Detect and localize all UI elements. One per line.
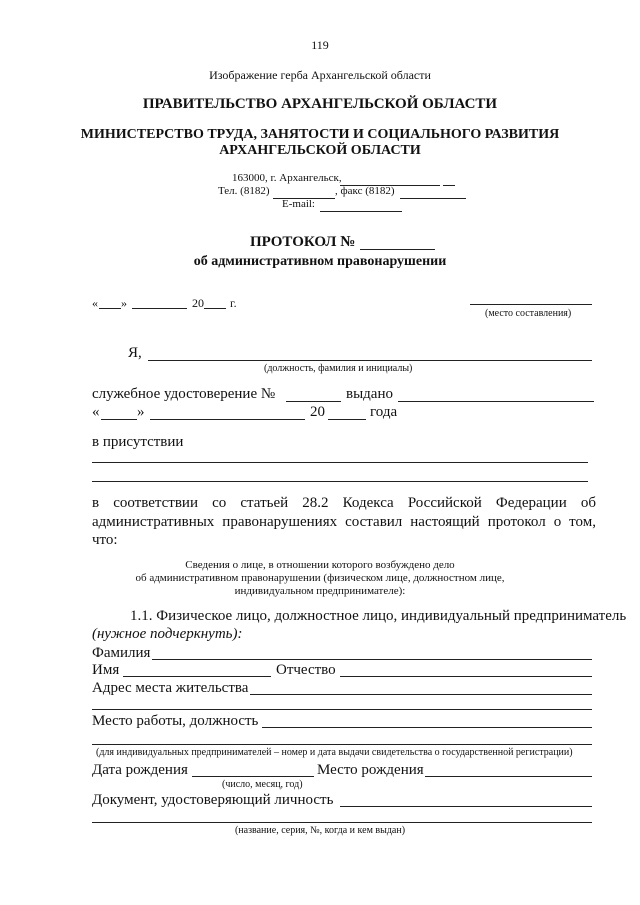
field-address-label: Адрес места жительства xyxy=(92,680,249,696)
field-patronymic-line[interactable] xyxy=(340,676,592,677)
field-birth-date-line[interactable] xyxy=(192,776,314,777)
field-work-line[interactable] xyxy=(262,727,592,728)
cert-year-word: года xyxy=(370,404,398,420)
field-patronymic-label: Отчество xyxy=(276,662,336,678)
government-title: ПРАВИТЕЛЬСТВО АРХАНГЕЛЬСКОЙ ОБЛАСТИ xyxy=(142,96,498,112)
field-name-line[interactable] xyxy=(123,676,271,677)
paragraph-line-2: административных правонарушениях составил настоящий протокол о том, xyxy=(92,514,596,530)
ministry-line-2: АРХАНГЕЛЬСКОЙ ОБЛАСТИ xyxy=(219,143,421,158)
underline-note: (нужное подчеркнуть): xyxy=(92,626,243,642)
field-address-line[interactable] xyxy=(250,694,592,695)
field-work-label: Место работы, должность xyxy=(92,713,259,729)
field-work-line-2[interactable] xyxy=(92,744,592,745)
field-birth-date-caption: (число, месяц, год) xyxy=(222,779,303,790)
page-number: 119 xyxy=(311,38,329,52)
address-city: 163000, г. Архангельск, xyxy=(232,172,342,184)
protocol-title: ПРОТОКОЛ № xyxy=(250,234,356,250)
date-year-suffix: г. xyxy=(230,296,237,310)
field-surname-label: Фамилия xyxy=(92,645,151,661)
ministry-line-1: МИНИСТЕРСТВО ТРУДА, ЗАНЯТОСТИ И СОЦИАЛЬНОГО РАЗВИТИЯ xyxy=(80,127,560,142)
section-1-1: 1.1. Физическое лицо, должностное лицо, индивидуальный предприниматель xyxy=(130,608,627,624)
field-document-caption: (название, серия, №, когда и кем выдан) xyxy=(234,825,406,836)
date-open-quote: « xyxy=(92,296,98,310)
i-caption: (должность, фамилия и инициалы) xyxy=(264,363,413,374)
field-document-line[interactable] xyxy=(340,806,592,807)
certificate-issued: выдано xyxy=(346,386,393,402)
protocol-subtitle: об административном правонарушении xyxy=(193,254,447,269)
field-ip-caption: (для индивидуальных предпринимателей – номер и дата выдачи свидетельства о государственной регистрации) xyxy=(96,747,573,758)
field-document-line-2[interactable] xyxy=(92,822,592,823)
field-birth-place-line[interactable] xyxy=(425,776,592,777)
field-address-line-2[interactable] xyxy=(92,709,592,710)
cert-close-quote: » xyxy=(137,404,145,420)
date-year-prefix: 20 xyxy=(192,296,204,310)
cert-open-quote: « xyxy=(92,404,100,420)
place-caption: (место составления) xyxy=(485,308,572,319)
address-email: E-mail: xyxy=(282,198,315,210)
cert-year-prefix: 20 xyxy=(310,404,325,420)
date-close-quote: » xyxy=(121,296,127,310)
field-birth-date-label: Дата рождения xyxy=(92,762,188,778)
address-phone: Тел. (8182) xyxy=(218,185,270,197)
emblem-caption: Изображение герба Архангельской области xyxy=(209,68,431,82)
field-name-label: Имя xyxy=(92,662,120,678)
paragraph-line-1: в соответствии со статьей 28.2 Кодекса Российской Федерации об xyxy=(92,495,596,511)
field-birth-place-label: Место рождения xyxy=(317,762,424,778)
paragraph-line-3: что: xyxy=(92,532,118,548)
info-line-1: Сведения о лице, в отношении которого возбуждено дело xyxy=(185,559,455,571)
i-label: Я, xyxy=(128,345,142,361)
field-surname-line[interactable] xyxy=(152,659,592,660)
info-line-2: об административном правонарушении (физическом лице, должностном лице, xyxy=(135,572,505,584)
presence-label: в присутствии xyxy=(92,434,184,450)
field-document-label: Документ, удостоверяющий личность xyxy=(92,792,334,808)
address-fax: , факс (8182) xyxy=(335,185,395,197)
info-line-3: индивидуальном предпринимателе): xyxy=(234,585,406,597)
certificate-label: служебное удостоверение № xyxy=(92,386,276,402)
